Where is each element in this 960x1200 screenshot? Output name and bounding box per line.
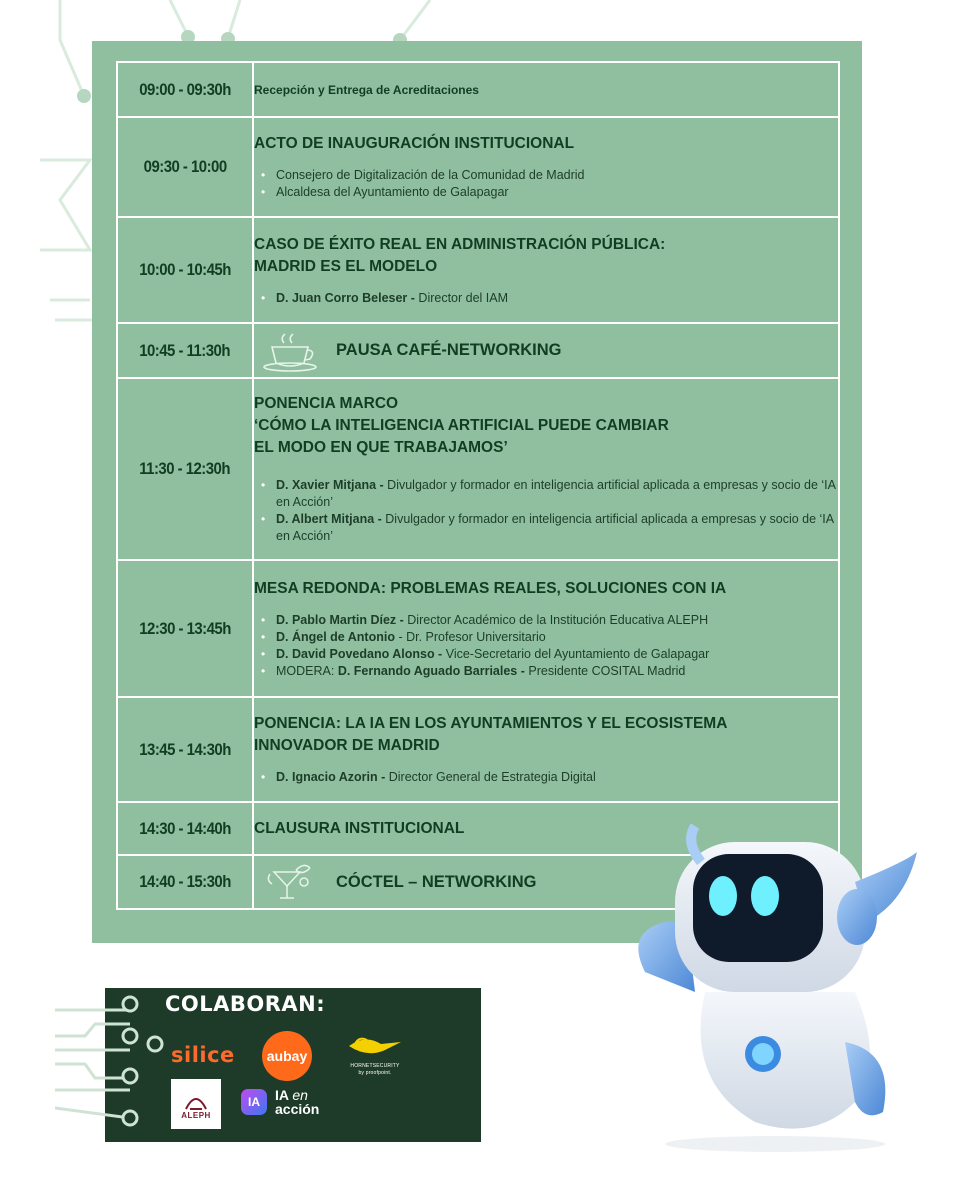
cocktail-icon	[260, 860, 320, 904]
content-cell	[253, 697, 839, 802]
speaker-list	[254, 290, 838, 307]
session-title: CLAUSURA INSTITUCIONAL	[254, 819, 465, 837]
robot-mascot-image	[605, 822, 935, 1152]
time-cell: 14:30 - 14:40h	[117, 802, 253, 855]
aleph-logo: ALEPH	[171, 1079, 221, 1129]
session-title: MESA REDONDA: PROBLEMAS REALES, SOLUCIONES CON IA	[254, 579, 727, 597]
circuit-decoration	[55, 988, 165, 1142]
agenda-row	[117, 217, 839, 323]
agenda-table	[116, 61, 840, 910]
speaker-list	[254, 477, 838, 545]
pause-label: PAUSA CAFÉ-NETWORKING	[336, 341, 562, 359]
time-cell: 09:00 - 09:30h	[117, 62, 253, 117]
agenda-row	[117, 697, 839, 802]
silice-logo: silice	[171, 1043, 235, 1067]
list-item: • MODERA: D. Fernando Aguado Barriales - Presidente COSITAL Madrid	[276, 663, 838, 680]
agenda-row	[117, 62, 839, 117]
agenda-row	[117, 323, 839, 378]
time-cell: 13:45 - 14:30h	[117, 697, 253, 802]
time-cell: 14:40 - 15:30h	[117, 855, 253, 909]
list-item: • D. Juan Corro Beleser - Director del IAM	[276, 290, 838, 307]
list-item: • Alcaldesa del Ayuntamiento de Galapagar	[276, 184, 838, 201]
collaborators-title: COLABORAN:	[165, 992, 326, 1016]
speaker-list	[254, 769, 838, 786]
list-item: • D. Xavier Mitjana - Divulgador y formador en inteligencia artificial aplicada a empresas y socio de ‘IA en Acción’	[276, 477, 838, 511]
session-title: ACTO DE INAUGURACIÓN INSTITUCIONAL	[254, 135, 575, 152]
list-item: • D. Ignacio Azorin - Director General de Estrategia Digital	[276, 769, 838, 786]
list-item: • D. Ángel de Antonio - Dr. Profesor Universitario	[276, 629, 838, 646]
time-cell: 12:30 - 13:45h	[117, 560, 253, 697]
list-item: • D. Pablo Martin Díez - Director Académico de la Institución Educativa ALEPH	[276, 612, 838, 629]
aubay-logo: aubay	[262, 1031, 312, 1081]
session-title: ‘CÓMO LA INTELIGENCIA ARTIFICIAL PUEDE CAMBIAR	[254, 417, 669, 434]
coffee-cup-icon	[260, 329, 320, 373]
agenda-row	[117, 117, 839, 217]
list-item: • Consejero de Digitalización de la Comunidad de Madrid	[276, 167, 838, 184]
speaker-list	[254, 167, 838, 201]
hornetsecurity-logo: HORNETSECURITY by proofpoint.	[343, 1032, 407, 1077]
time-cell: 10:45 - 11:30h	[117, 323, 253, 378]
hornet-icon	[345, 1032, 405, 1058]
time-cell: 11:30 - 12:30h	[117, 378, 253, 560]
content-cell	[253, 62, 839, 117]
speaker-list	[254, 612, 838, 680]
time-cell: 09:30 - 10:00	[117, 117, 253, 217]
ia-en-accion-logo: IA IA en acción	[241, 1088, 319, 1116]
aleph-emblem-icon	[182, 1089, 210, 1111]
session-title: CASO DE ÉXITO REAL EN ADMINISTRACIÓN PÚBLICA:	[254, 235, 666, 253]
content-cell	[253, 217, 839, 323]
list-item: • D. David Povedano Alonso - Vice-Secretario del Ayuntamiento de Galapagar	[276, 646, 838, 663]
session-title: MADRID ES EL MODELO	[254, 257, 438, 275]
collaborators-box	[105, 988, 481, 1142]
content-cell	[253, 323, 839, 378]
list-item: • D. Albert Mitjana - Divulgador y formador en inteligencia artificial aplicada a empresas y socio de ‘IA en Acción’	[276, 511, 838, 545]
session-title: PONENCIA: LA IA EN LOS AYUNTAMIENTOS Y EL ECOSISTEMA	[254, 715, 728, 732]
session-title: EL MODO EN QUE TRABAJAMOS’	[254, 439, 508, 456]
session-title: Recepción y Entrega de Acreditaciones	[254, 82, 479, 97]
agenda-row	[117, 378, 839, 560]
session-title: PONENCIA MARCO	[254, 395, 399, 412]
content-cell	[253, 117, 839, 217]
pause-label: CÓCTEL – NETWORKING	[336, 872, 537, 891]
session-title: INNOVADOR DE MADRID	[254, 737, 440, 754]
time-cell: 10:00 - 10:45h	[117, 217, 253, 323]
content-cell	[253, 560, 839, 697]
content-cell	[253, 378, 839, 560]
agenda-row	[117, 560, 839, 697]
